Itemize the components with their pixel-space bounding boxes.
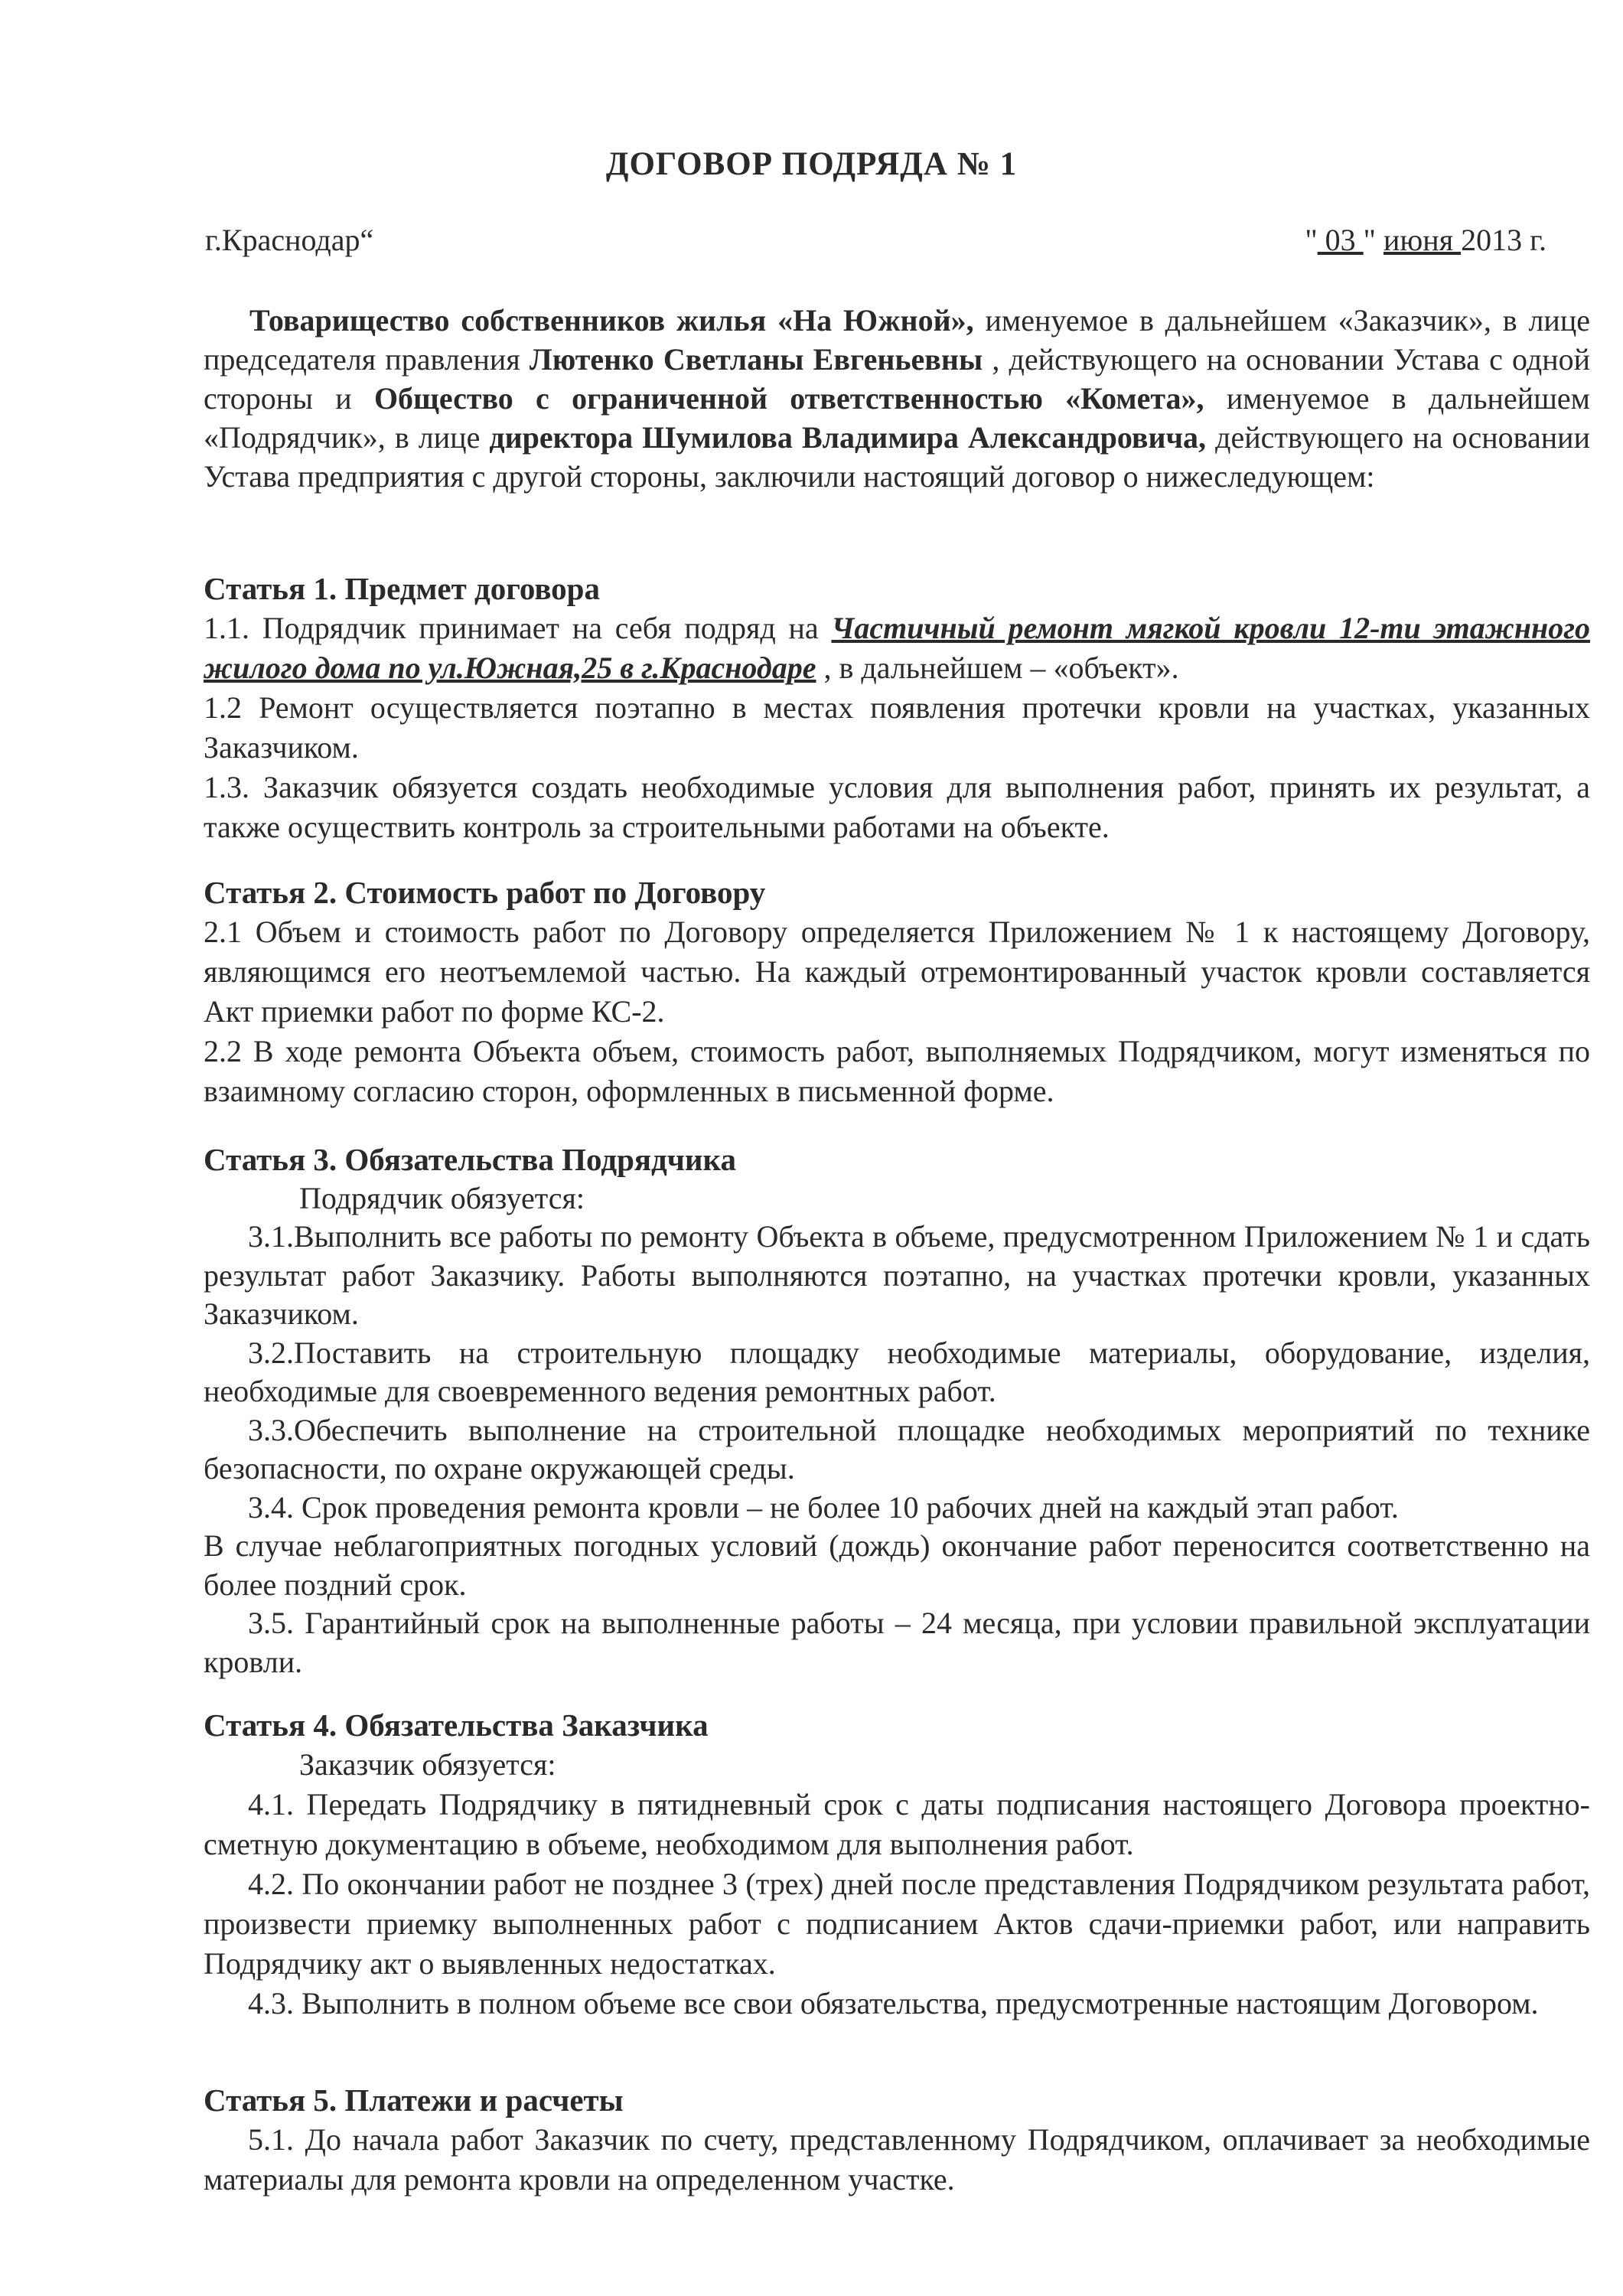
clause-2-2: 2.2 В ходе ремонта Объекта объем, стоимость работ, выполняемых Подрядчиком, могут изменяться по взаимному согласию сторон, оформленных в письменной форме. bbox=[204, 1034, 1590, 1108]
document-title: ДОГОВОР ПОДРЯДА № 1 bbox=[605, 146, 1018, 182]
date-mid-quote: " bbox=[1363, 223, 1376, 257]
article-2-heading: Статья 2. Стоимость работ по Договору bbox=[204, 875, 766, 910]
city: г.Краснодар“ bbox=[205, 223, 374, 257]
article-4-heading: Статья 4. Обязательства Заказчика bbox=[204, 1707, 709, 1743]
date-year: 2013 г. bbox=[1461, 223, 1546, 257]
date-day: 03 bbox=[1317, 223, 1364, 257]
clause-3-4: 3.4. Срок проведения ремонта кровли – не более 10 рабочих дней на каждый этап работ. bbox=[248, 1489, 1399, 1525]
preamble-paragraph: Товарищество собственников жилья «На Южной», именуемое в дальнейшем «Заказчик», в лице председателя правления Лютенко Светланы Евгеньевны , действующего на основании Устава с одной стороны и Общество с ограниченной ответственностью «Комета», именуемое в дальнейшем «Подрядчик», в лице директора Шумилова Владимира Александровича, действующего на основании Устава предприятия с другой стороны, заключили настоящий договор о нижеследующем: bbox=[204, 303, 1591, 494]
article-2 bbox=[204, 872, 1590, 1111]
article-3 bbox=[204, 1140, 1590, 1681]
date-month: июня bbox=[1383, 223, 1462, 257]
contract-date bbox=[1305, 222, 1546, 258]
clause-3-2: 3.2.Поставить на строительную площадку необходимые материалы, оборудование, изделия, необходимые для своевременного ведения ремонтных работ. bbox=[204, 1335, 1590, 1408]
party1-name: Товарищество собственников жилья «На Южной», bbox=[249, 303, 974, 338]
contract-object: Частичный ремонт мягкой кровли 12-ти этажнного жилого дома по ул.Южная,25 в г.Краснодаре bbox=[204, 611, 1590, 685]
article-1 bbox=[204, 569, 1590, 847]
clause-3-1: 3.1.Выполнить все работы по ремонту Объекта в объеме, предусмотренном Приложением № 1 и сдать результат работ Заказчику. Работы выполняются поэтапно, на участках протечки кровли, указанных Заказчиком. bbox=[204, 1219, 1590, 1331]
clause-4-2: 4.2. По окончании работ не позднее 3 (трех) дней после представления Подрядчиком результата работ, произвести приемку выполненных работ с подписанием Актов сдачи-приемки работ, или направить Подрядчику акт о выявленных недостатках. bbox=[204, 1867, 1590, 1981]
clause-1-1: 1.1. Подрядчик принимает на себя подряд на Частичный ремонт мягкой кровли 12-ти этажнного жилого дома по ул.Южная,25 в г.Краснодаре , в дальнейшем – «объект». bbox=[204, 611, 1590, 685]
clause-3-5: 3.5. Гарантийный срок на выполненные работы – 24 месяца, при условии правильной эксплуатации кровли. bbox=[204, 1606, 1590, 1679]
article-3-heading: Статья 3. Обязательства Подрядчика bbox=[204, 1142, 737, 1177]
article-4 bbox=[204, 1705, 1590, 2024]
clause-4-1: 4.1. Передать Подрядчику в пятидневный срок с даты подписания настоящего Договора проектно-сметную документацию в объеме, необходимом для выполнения работ. bbox=[204, 1787, 1590, 1861]
date-open-quote: " bbox=[1305, 223, 1318, 257]
article-3-intro: Подрядчик обязуется: bbox=[299, 1180, 585, 1215]
clause-1-2: 1.2 Ремонт осуществляется поэтапно в местах появления протечки кровли на участках, указанных Заказчиком. bbox=[204, 690, 1590, 765]
place-date-line bbox=[205, 222, 1546, 265]
article-5 bbox=[204, 2080, 1590, 2200]
clause-5-1: 5.1. До начала работ Заказчик по счету, представленному Подрядчиком, оплачивает за необходимые материалы для ремонта кровли на определенном участке. bbox=[204, 2122, 1590, 2197]
preamble bbox=[204, 301, 1590, 496]
article-1-heading: Статья 1. Предмет договора bbox=[204, 571, 600, 606]
party2-name: Общество с ограниченной ответственностью «Комета», bbox=[373, 381, 1204, 416]
party1-representative: Лютенко Светланы Евгеньевны bbox=[529, 342, 983, 377]
clause-4-3: 4.3. Выполнить в полном объеме все свои обязательства, предусмотренные настоящим Договором. bbox=[248, 1986, 1539, 2020]
clause-3-3: 3.3.Обеспечить выполнение на строительной площадке необходимых мероприятий по технике безопасности, по охране окружающей среды. bbox=[204, 1412, 1590, 1486]
clause-3-4-note: В случае неблагоприятных погодных условий (дождь) окончание работ переносится соответственно на более поздний срок. bbox=[204, 1528, 1590, 1602]
article-4-intro: Заказчик обязуется: bbox=[299, 1747, 556, 1782]
clause-2-1: 2.1 Объем и стоимость работ по Договору определяется Приложением № 1 к настоящему Договору, являющимся его неотъемлемой частью. На каждый отремонтированный участок кровли составляется Акт приемки работ по форме КС-2. bbox=[204, 915, 1590, 1029]
article-5-heading: Статья 5. Платежи и расчеты bbox=[204, 2082, 624, 2118]
party2-representative: директора Шумилова Владимира Александровича, bbox=[489, 420, 1207, 455]
clause-1-3: 1.3. Заказчик обязуется создать необходимые условия для выполнения работ, принять их результат, а также осуществить контроль за строительными работами на объекте. bbox=[204, 770, 1590, 844]
